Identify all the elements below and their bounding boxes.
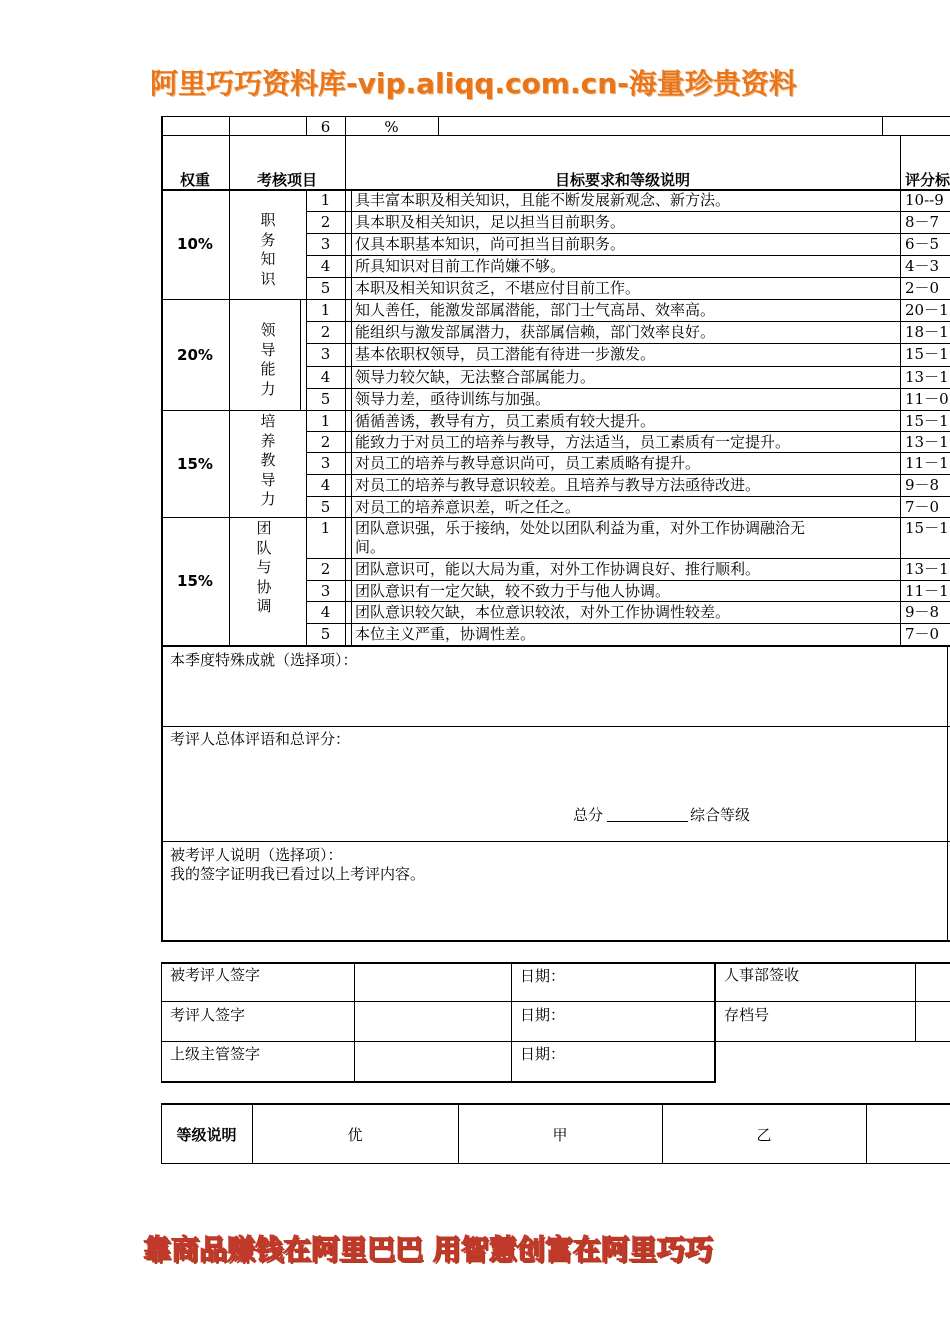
row-description: 知人善任，能激发部属潜能，部门士气高昂、效率高。 [355, 301, 716, 319]
reviewee-sign-label: 被考评人签字 [170, 966, 261, 984]
rule-v [300, 299, 301, 410]
row-score: 15－1 [905, 412, 949, 430]
section-weight: 15% [177, 454, 213, 473]
rule-v [900, 189, 901, 299]
section-name-char: 识 [260, 269, 276, 288]
rule-v [900, 135, 901, 189]
row-score: 4－3 [905, 257, 940, 275]
row-score: 18－1 [905, 323, 949, 341]
rule-h [161, 116, 950, 117]
row-score: 2－0 [905, 279, 940, 297]
row-number: 5 [320, 625, 331, 643]
header-desc: 目标要求和等级说明 [554, 171, 690, 189]
rule-v [915, 962, 916, 1041]
row-score: 13－1 [905, 560, 949, 578]
rule-h [161, 1163, 950, 1164]
row-description: 本位主义严重，协调性差。 [355, 625, 536, 643]
row-description: 具丰富本职及相关知识，且能不断发展新观念、新方法。 [355, 191, 731, 209]
date-label-1: 日期： [520, 967, 566, 985]
rule-v [714, 962, 716, 1081]
section-name-char: 领 [260, 321, 276, 339]
section-name-char: 力 [260, 379, 276, 398]
section-name-char: 教 [260, 451, 276, 469]
row-score: 9－8 [905, 476, 940, 494]
section-name-char: 知 [260, 250, 276, 268]
row-score: 13－1 [905, 433, 949, 451]
rule-v [345, 116, 346, 645]
section-name-char: 团 [256, 519, 272, 537]
date-label-3: 日期： [520, 1045, 566, 1063]
row-number: 5 [320, 279, 331, 297]
rule-v [900, 517, 901, 645]
row-number: 3 [320, 235, 331, 253]
section-name-char: 队 [256, 538, 272, 557]
section-name-char: 与 [256, 558, 272, 576]
rule-v [900, 299, 901, 410]
row-score: 8－7 [905, 213, 940, 231]
section-name-char: 务 [260, 230, 276, 249]
section-name-char: 导 [260, 340, 276, 359]
reviewer-sign-label: 考评人签字 [170, 1006, 246, 1024]
row-number: 4 [320, 257, 331, 275]
row-score: 6－5 [905, 235, 940, 253]
banner-bottom: 靠商品赚钱在阿里巴巴 用智慧创富在阿里巧巧 [143, 1233, 713, 1266]
rule-v [351, 189, 352, 299]
row-description: 循循善诱，教导有方，员工素质有较大提升。 [355, 412, 656, 430]
row-score: 15－1 [905, 519, 949, 537]
section-weight: 10% [177, 235, 213, 253]
rule-h [161, 841, 950, 842]
row-number: 1 [320, 519, 331, 537]
rule-h [161, 1081, 716, 1083]
rule-v [947, 645, 948, 941]
header-weight: 权重 [179, 171, 210, 189]
section-weight: 20% [177, 345, 213, 364]
row-description: 团队意识有一定欠缺，较不致力于与他人协调。 [355, 582, 671, 600]
row-description: 基本依职权领导，员工潜能有待进一步激发。 [355, 345, 656, 363]
row-score: 7－0 [905, 498, 940, 516]
row-number: 2 [320, 323, 331, 341]
row-description: 具本职及相关知识，足以担当目前职务。 [355, 213, 626, 231]
row-number: 3 [320, 345, 331, 363]
overall-comment-label: 考评人总体评语和总评分： [170, 730, 351, 748]
rule-h [607, 821, 688, 822]
row-score: 11－0 [905, 390, 949, 408]
row-description: 所具知识对目前工作尚嫌不够。 [355, 257, 566, 275]
total-score-label: 总分 [573, 806, 604, 824]
section-weight: 15% [177, 572, 213, 590]
banner-top: 阿里巧巧资料库-vip.aliqq.com.cn-海量珍贵资料 [150, 67, 797, 100]
grade-excellent: 优 [347, 1126, 363, 1144]
section-name-char: 力 [260, 490, 276, 508]
overall-grade-label: 综合等级 [690, 806, 751, 824]
grade-second: 乙 [756, 1126, 772, 1144]
row-description: 对员工的培养意识差，听之任之。 [355, 498, 581, 516]
reviewee-statement: 我的签字证明我已看过以上考评内容。 [170, 865, 426, 883]
row-number: 4 [320, 603, 331, 621]
row-description: 本职及相关知识贫乏，不堪应付目前工作。 [355, 279, 641, 297]
row-description: 对员工的培养与教导意识尚可，员工素质略有提升。 [355, 454, 701, 472]
row-number: 3 [320, 582, 331, 600]
row-description: 团队意识可，能以大局为重，对外工作协调良好、推行顺利。 [355, 560, 761, 578]
rule-v [438, 116, 439, 135]
row-number: 1 [320, 191, 331, 209]
row-score: 15－1 [905, 345, 949, 363]
rule-h [714, 1041, 950, 1042]
row-number: 5 [320, 498, 331, 516]
row-number: 2 [320, 560, 331, 578]
section-name-char: 能 [260, 360, 276, 378]
rule-h [161, 135, 950, 136]
row-description: 对员工的培养与教导意识较差。且培养与教导方法亟待改进。 [355, 476, 761, 494]
row-score: 9－8 [905, 603, 940, 621]
rule-h [161, 1001, 950, 1002]
row-number: 1 [320, 412, 331, 430]
rule-v [351, 410, 352, 517]
rule-v [351, 299, 352, 410]
row-description-cont: 间。 [355, 538, 386, 556]
rule-v [229, 116, 230, 645]
header-item: 考核项目 [256, 171, 317, 189]
row-score: 7－0 [905, 625, 940, 643]
top-row-pct: % [384, 118, 399, 136]
row-number: 3 [320, 454, 331, 472]
archive-number-label: 存档号 [724, 1006, 770, 1024]
row-description: 能致力于对员工的培养与教导，方法适当，员工素质有一定提升。 [355, 433, 791, 451]
section-name-char: 导 [260, 470, 276, 489]
row-description: 团队意识强，乐于接纳，处处以团队利益为重，对外工作协调融洽无 [355, 519, 806, 537]
rule-h [161, 726, 950, 727]
row-number: 2 [320, 433, 331, 451]
section-name-char: 职 [260, 211, 276, 229]
row-description: 领导力较欠缺，无法整合部属能力。 [355, 368, 596, 386]
row-number: 4 [320, 476, 331, 494]
section-name-char: 协 [256, 577, 272, 596]
grade-first: 甲 [552, 1126, 568, 1144]
rule-v [866, 1103, 867, 1163]
row-number: 1 [320, 301, 331, 319]
rule-v [511, 962, 512, 1081]
header-score: 评分标 [905, 171, 950, 189]
row-description: 能组织与激发部属潜力，获部属信赖，部门效率良好。 [355, 323, 716, 341]
section-name-char: 调 [256, 597, 272, 615]
rule-v [351, 517, 352, 645]
row-description: 团队意识较欠缺，本位意识较浓，对外工作协调性较差。 [355, 603, 731, 621]
row-score: 10--9 [905, 191, 944, 209]
row-score: 11－1 [905, 454, 949, 472]
section-name-char: 培 [260, 412, 276, 430]
row-score: 13－1 [905, 368, 949, 386]
row-number: 4 [320, 368, 331, 386]
row-description: 领导力差，亟待训练与加强。 [355, 390, 551, 408]
grade-explanation-label: 等级说明 [176, 1126, 237, 1144]
date-label-2: 日期： [520, 1006, 566, 1024]
rule-h [161, 1041, 716, 1042]
reviewee-note-label: 被考评人说明（选择项）： [170, 846, 343, 864]
rule-v [161, 962, 162, 1081]
row-description: 仅具本职基本知识，尚可担当目前职务。 [355, 235, 626, 253]
supervisor-sign-label: 上级主管签字 [170, 1045, 261, 1063]
special-achievements-label: 本季度特殊成就（选择项）： [170, 651, 358, 669]
row-score: 20－1 [905, 301, 949, 319]
rule-h [161, 1103, 950, 1105]
rule-v [882, 116, 883, 135]
rule-h [161, 962, 950, 964]
row-number: 2 [320, 213, 331, 231]
rule-v [900, 410, 901, 517]
rule-v [354, 962, 355, 1081]
rule-h [161, 645, 950, 647]
rule-h [161, 940, 950, 942]
row-score: 11－1 [905, 582, 949, 600]
top-row-num: 6 [320, 118, 331, 136]
hr-receipt-label: 人事部签收 [724, 966, 800, 984]
section-name-char: 养 [260, 431, 276, 450]
row-number: 5 [320, 390, 331, 408]
